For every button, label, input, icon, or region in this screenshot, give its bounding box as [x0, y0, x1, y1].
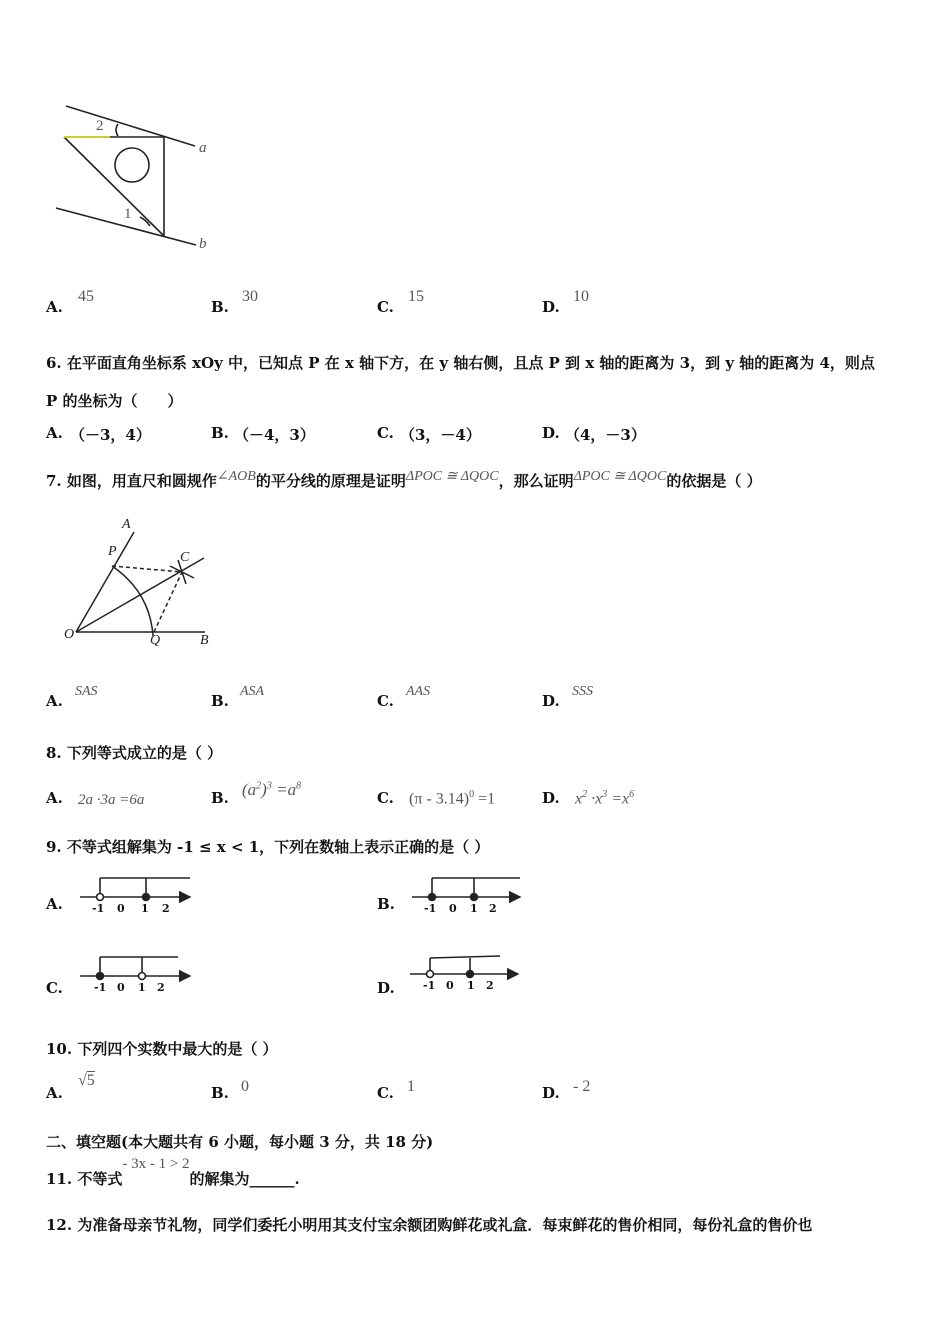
numberline-c	[80, 957, 190, 980]
q12-stem: 12. 为准备母亲节礼物，同学们委托小明用其支付宝余额团购鲜花或礼盒．每束鲜花的售价相同，每份礼盒的售价也	[46, 1216, 813, 1234]
q9-b-tick-0: 0	[449, 902, 457, 915]
q8-option-a-label: A.	[46, 789, 63, 807]
q10-sqrt-radicand: 5	[86, 1072, 95, 1089]
q7-option-d-label: D.	[542, 692, 560, 710]
q7-option-a-value: SAS	[75, 684, 98, 699]
q9-a-tick-1: 1	[141, 902, 149, 915]
q6-option-b-label: B.	[211, 424, 229, 442]
q6-option-c-value: （3，－4）	[400, 426, 481, 444]
q6-stem-line1: 6. 在平面直角坐标系 xOy 中，已知点 P 在 x 轴下方，在 y 轴右侧，且点 P 到 x 轴的距离为 3，到 y 轴的距离为 4，则点	[46, 354, 875, 372]
q8-stem: 8. 下列等式成立的是（ ）	[46, 744, 223, 762]
q6-option-a-label: A.	[46, 424, 63, 442]
q6-option-d-value: （4，－3）	[565, 426, 646, 444]
q9-d-tick-1: 1	[467, 979, 475, 992]
q7-suffix: 的依据是（ ）	[666, 472, 762, 490]
q9-a-tick-0: 0	[117, 902, 125, 915]
q10-option-a-value: √5	[78, 1072, 95, 1089]
line-b-label: b	[199, 236, 207, 252]
q7-congruence-2: ΔPOC ≅ ΔQOC	[573, 469, 667, 484]
q5-option-c-value: 15	[408, 288, 424, 305]
q10-option-d-label: D.	[542, 1084, 560, 1102]
q10-option-c-value: 1	[407, 1078, 415, 1095]
q9-d-tick-0: 0	[446, 979, 454, 992]
q9-c-tick-1: 1	[138, 981, 146, 994]
q10-stem: 10. 下列四个实数中最大的是（ ）	[46, 1040, 278, 1058]
q8-option-c-value: (π - 3.14)$^0$ =1	[409, 789, 496, 808]
q7-angle-aob: ∠AOB	[216, 469, 256, 484]
section2-title: 二、填空题(本大题共有 6 小题，每小题 3 分，共 18 分)	[46, 1133, 434, 1151]
q9-a-tick-m1: -1	[92, 902, 105, 915]
q9-b-tick-2: 2	[489, 902, 497, 915]
angle-2-label: 2	[96, 118, 104, 134]
q9-stem: 9. 不等式组解集为 -1 ≤ x < 1，下列在数轴上表示正确的是（ ）	[46, 838, 490, 856]
q9-b-tick-1: 1	[470, 902, 478, 915]
q9-d-tick-m1: -1	[423, 979, 436, 992]
q6-option-c-label: C.	[377, 424, 394, 442]
q6-stem-line2: P 的坐标为（ ）	[46, 392, 183, 410]
q10-option-a-label: A.	[46, 1084, 63, 1102]
q5-option-a-value: 45	[78, 288, 94, 305]
q7-congruence-1: ΔPOC ≅ ΔQOC	[405, 469, 499, 484]
q9-c-tick-2: 2	[157, 981, 165, 994]
q7-point-o: O	[64, 627, 75, 642]
q11-suffix: 的解集为______.	[189, 1170, 300, 1188]
q5-option-d-value: 10	[573, 288, 589, 305]
q9-b-tick-m1: -1	[424, 902, 437, 915]
q5-option-b-value: 30	[242, 288, 258, 305]
q7-mid1: 的平分线的原理是证明	[255, 472, 406, 490]
q8-option-b-value: $(a^2)^3 =a^8$	[242, 780, 302, 799]
numberline-b	[412, 878, 520, 901]
q7-option-c-label: C.	[377, 692, 394, 710]
q9-d-tick-2: 2	[486, 979, 494, 992]
q10-option-b-value: 0	[241, 1078, 249, 1095]
q7-option-c-value: AAS	[406, 684, 431, 699]
q5-option-d-label: D.	[542, 298, 560, 316]
q9-option-d-label: D.	[377, 979, 395, 997]
q7-prefix: 7. 如图，用直尺和圆规作	[46, 472, 217, 490]
q7-option-b-value: ASA	[240, 684, 265, 699]
q9-option-b-label: B.	[377, 895, 395, 913]
q11-prefix: 11. 不等式	[46, 1170, 123, 1188]
angle-1-label: 1	[124, 206, 132, 222]
q7-mid2: ，那么证明	[498, 472, 574, 490]
line-a-label: a	[199, 140, 207, 156]
q8-option-c-label: C.	[377, 789, 394, 807]
q7-point-p: P	[108, 544, 117, 559]
q10-option-c-label: C.	[377, 1084, 394, 1102]
q5-option-a-label: A.	[46, 298, 63, 316]
q7-point-b: B	[200, 633, 209, 648]
q8-option-d-label: D.	[542, 789, 560, 807]
q10-option-d-value: - 2	[573, 1078, 591, 1095]
q9-c-tick-m1: -1	[94, 981, 107, 994]
q9-option-a-label: A.	[46, 895, 63, 913]
numberline-a	[80, 878, 190, 901]
q6-option-a-value: （－3，4）	[70, 426, 151, 444]
numberline-d	[410, 956, 518, 978]
q10-option-b-label: B.	[211, 1084, 229, 1102]
q7-option-d-value: SSS	[572, 684, 593, 699]
q5-option-b-label: B.	[211, 298, 229, 316]
q8-option-b-label: B.	[211, 789, 229, 807]
q9-a-tick-2: 2	[162, 902, 170, 915]
q11-stem	[46, 1152, 300, 1192]
q5-option-c-label: C.	[377, 298, 394, 316]
q6-option-b-value: （－4，3）	[234, 426, 315, 444]
q7-option-a-label: A.	[46, 692, 63, 710]
q9-c-tick-0: 0	[117, 981, 125, 994]
q7-point-q: Q	[150, 633, 161, 648]
q11-math: - 3x - 1 > 2	[122, 1156, 190, 1172]
q7-point-c: C	[180, 550, 190, 565]
q9-option-c-label: C.	[46, 979, 63, 997]
q8-option-d-value: $x^2 \cdot x^3 =x^6$	[575, 789, 635, 808]
q7-option-b-label: B.	[211, 692, 229, 710]
q6-option-d-label: D.	[542, 424, 560, 442]
q8-option-a-value: 2a ·3a =6a	[78, 792, 145, 808]
q7-point-a: A	[122, 517, 131, 532]
